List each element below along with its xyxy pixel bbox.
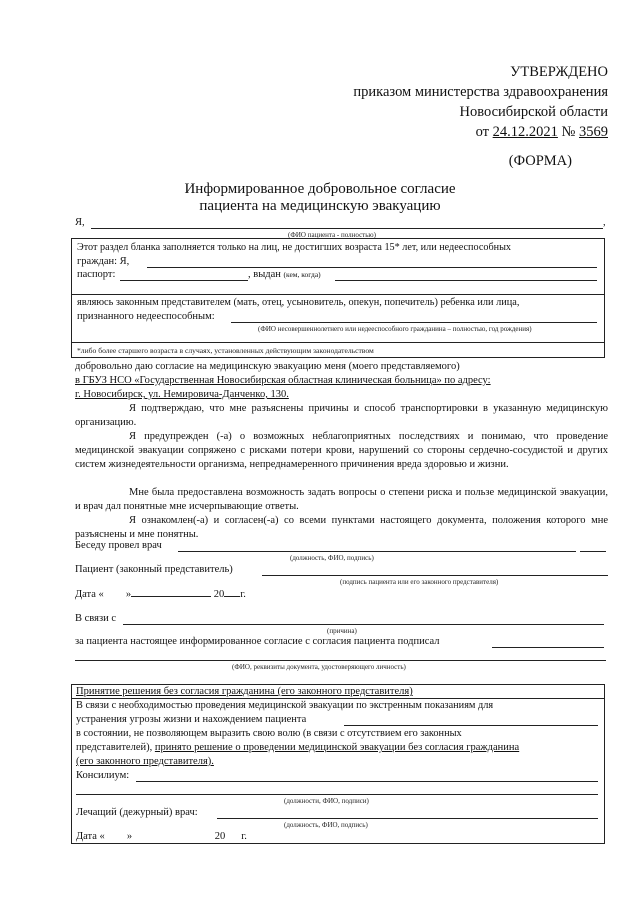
consent-address: г. Новосибирск, ул. Немировича-Данченко, 130. [75,389,289,400]
signer-field[interactable] [75,660,606,661]
signer-caption: (ФИО, реквизиты документа, удостоверяющего личность) [232,663,406,671]
no-consent-heading: Принятие решения без согласия гражданина (его законного представителя) [76,686,413,697]
date-year-suffix: г. [240,589,246,600]
doctor-field-tail[interactable] [580,551,606,552]
patient-signature-label: Пациент (законный представитель) [75,564,233,575]
doctor-label: Беседу провел врач [75,540,162,551]
consent-paragraph-1: Я подтверждаю, что мне разъяснены причины и способ транспортировки в указанную медицинскую организацию. [75,403,608,428]
approval-number-sign: № [557,124,579,140]
council-field[interactable] [136,781,598,782]
doctor-field[interactable] [178,551,576,552]
reason-label: В связи с [75,613,116,624]
date-year-field[interactable] [224,585,240,597]
reason-field[interactable] [123,624,604,625]
passport-label: паспорт: [77,269,116,280]
representative-line-2: признанного недееспособным: [77,311,215,322]
no-consent-line-5: (его законного представителя). [76,756,214,767]
minor-section-intro: Этот раздел бланка заполняется только на лиц, не достигших возраста 15* лет, или недееспособных [77,242,512,253]
issued-text: , выдан [248,269,281,280]
minor-footnote: *либо более старшего возраста в случаях, установленных действующим законодательством [77,346,374,355]
consent-organization: в ГБУЗ НСО «Государственная Новосибирская областная клиническая больница» по адресу: [75,375,491,386]
consent-paragraph-3: Мне была предоставлена возможность задать вопросы о степени риска и пользе медицинской эвакуации, и врач дал понятные мне исчерпывающие ответы. [75,487,608,512]
nc-date-year-suffix: г. [241,831,247,842]
no-consent-line-3: в состоянии, не позволяющем выразить свою волю (в связи с отсутствием его законных [76,728,462,739]
patient-ya-label: Я, [75,217,85,228]
attending-doctor-label: Лечащий (дежурный) врач: [76,807,198,818]
nc-date-open: Дата « [76,831,105,842]
nc-date-year-field[interactable] [225,828,241,839]
approval-order-line [353,122,608,142]
reason-caption: (причина) [327,627,357,635]
date-day-field[interactable] [104,586,126,597]
document-title [0,181,640,215]
no-consent-line-4-prefix: представителей), [76,742,153,753]
representative-line-1: являюсь законным представителем (мать, отец, усыновитель, опекун, попечитель) ребенка или лица, [77,297,520,308]
patient-fio-caption: (ФИО пациента - полностью) [288,231,376,239]
doctor-caption: (должность, ФИО, подпись) [290,554,374,562]
council-field-2[interactable] [76,794,598,795]
approval-block [353,62,608,142]
no-consent-decision: принято решение о проведении медицинской эвакуации без согласия гражданина [154,742,520,753]
no-consent-line-1: В связи с необходимостью проведения медицинской эвакуации по экстренным показаниям для [76,700,494,711]
signed-by-label: за пациента настоящее информированное согласие с согласия пациента подписал [75,636,440,647]
issued-field[interactable] [335,280,597,281]
consent-paragraph-2: Я предупрежден (-а) о возможных неблагоприятных последствиях и понимаю, что проведение медицинской эвакуации сопряжено с рисками потери крови, нарушений со стороны сердечно-сосудистой и других систем жизнедеятельности организма, непреднамеренного причинения вреда здоровью и жизни. [75,431,608,470]
no-consent-line-4 [76,741,519,755]
council-caption: (должности, ФИО, подписи) [284,797,369,805]
attending-doctor-field[interactable] [217,818,598,819]
title-line-2: пациента на медицинскую эвакуацию [199,198,441,214]
approval-line-2: приказом министерства здравоохранения [353,84,608,100]
consent-paragraph-4: Я ознакомлен(-а) и согласен(-а) со всеми пунктами настоящего документа, положения которого мне разъяснены и мне понятны. [75,515,608,540]
title-line-1: Информированное добровольное согласие [184,181,456,197]
no-consent-line-2: устранения угрозы жизни и нахождением пациента [76,714,307,725]
signed-by-field[interactable] [492,647,604,648]
patient-name-field[interactable] [344,725,598,726]
issued-label [248,268,321,282]
attending-doctor-caption: (должность, ФИО, подпись) [284,821,368,829]
minor-guardian-label: граждан: Я, [77,256,130,267]
patient-signature-field[interactable] [262,575,608,576]
approval-order-prefix: от [475,124,493,140]
council-label: Консилиум: [76,770,130,781]
nc-date-close: » [126,831,133,842]
minor-box-divider-2 [71,342,605,343]
approval-line-3: Новосибирской области [459,104,608,120]
date-year-prefix: 20 [213,589,225,600]
consent-statement: добровольно даю согласие на медицинскую эвакуацию меня (моего представляемого) [75,361,460,372]
nc-date-day-field[interactable] [105,828,127,839]
minor-fio-caption: (ФИО несовершеннолетнего или недееспособного гражданина – полностью, год рождения) [258,325,532,333]
patient-comma: , [603,217,606,228]
date-close: » [125,589,132,600]
approval-number: 3569 [579,124,608,140]
approval-date: 24.12.2021 [492,124,558,140]
date-open: Дата « [75,589,104,600]
minor-box-divider-1 [71,294,605,295]
no-consent-date [76,828,247,844]
patient-fio-field[interactable] [91,228,603,229]
form-label: (ФОРМА) [508,153,572,169]
consent-date [75,585,246,602]
nc-date-year-prefix: 20 [214,831,226,842]
patient-signature-caption: (подпись пациента или его законного представителя) [340,578,499,586]
guardian-fio-field[interactable] [147,267,597,268]
approval-title: УТВЕРЖДЕНО [510,64,608,80]
passport-field[interactable] [120,280,248,281]
date-month-field[interactable] [131,585,211,597]
issued-hint: (кем, когда) [283,270,321,279]
nc-date-month-field[interactable] [132,828,212,839]
minor-fio-field[interactable] [231,322,597,323]
